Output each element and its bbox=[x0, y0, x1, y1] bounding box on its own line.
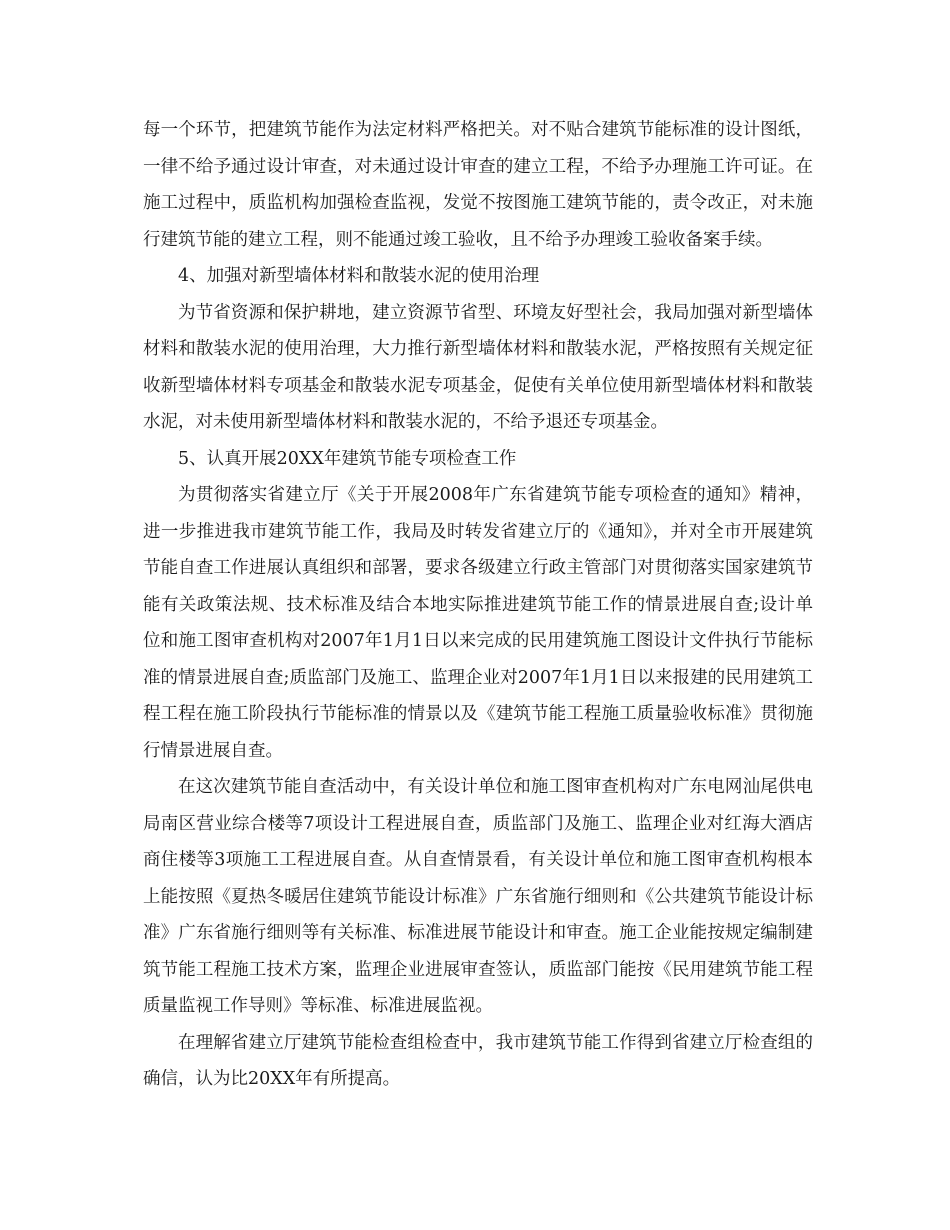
paragraph-wall-materials: 为节省资源和保护耕地，建立资源节省型、环境友好型社会，我局加强对新型墙体材料和散装水泥的使用治理，大力推行新型墙体材料和散装水泥，严格按照有关规定征收新型墙体材料专项基金和散装水泥专项基金，促使有关单位使用新型墙体材料和散装水泥，对未使用新型墙体材料和散装水泥的，不给予退还专项基金。 bbox=[143, 302, 813, 432]
paragraph-continuation: 每一个环节，把建筑节能作为法定材料严格把关。对不贴合建筑节能标准的设计图纸，一律不给予通过设计审查，对未通过设计审查的建立工程，不给予办理施工许可证。在施工过程中，质监机构加强检查监视，发觉不按图施工建筑节能的，责令改正，对未施行建筑节能的建立工程，则不能通过竣工验收，且不给予办理竣工验收备案手续。 bbox=[143, 120, 813, 250]
paragraph-self-inspection: 在这次建筑节能自查活动中，有关设计单位和施工图审查机构对广东电网汕尾供电局南区营业综合楼等7项设计工程进展自查，质监部门及施工、监理企业对红海大酒店商住楼等3项施工工程进展自查。从自查情景看，有关设计单位和施工图审查机构根本上能按照《夏热冬暖居住建筑节能设计标准》广东省施行细则和《公共建筑节能设计标准》广东省施行细则等有关标准、标准进展节能设计和审查。施工企业能按规定编制建筑节能工程施工技术方案，监理企业进展审查签认，质监部门能按《民用建筑节能工程质量监视工作导则》等标准、标准进展监视。 bbox=[143, 777, 813, 1016]
paragraph-conclusion: 在理解省建立厅建筑节能检查组检查中，我市建筑节能工作得到省建立厅检查组的确信，认为比20XX年有所提高。 bbox=[143, 1032, 813, 1089]
paragraph-inspection-notice: 为贯彻落实省建立厅《关于开展2008年广东省建筑节能专项检查的通知》精神，进一步推进我市建筑节能工作，我局及时转发省建立厅的《通知》，并对全市开展建筑节能自查工作进展认真组织和部署，要求各级建立行政主管部门对贯彻落实国家建筑节能有关政策法规、技术标准及结合本地实际推进建筑节能工作的情景进展自查;设计单位和施工图审查机构对2007年1月1日以来完成的民用建筑施工图设计文件执行节能标准的情景进展自查;质监部门及施工、监理企业对2007年1月1日以来报建的民用建筑工程工程在施工阶段执行节能标准的情景以及《建筑节能工程施工质量验收标准》贯彻施行情景进展自查。 bbox=[143, 485, 813, 761]
document-body bbox=[143, 112, 813, 1098]
section-heading-5: 5、认真开展20XX年建筑节能专项检查工作 bbox=[178, 448, 517, 469]
section-heading-4: 4、加强对新型墙体材料和散装水泥的使用治理 bbox=[178, 266, 540, 286]
